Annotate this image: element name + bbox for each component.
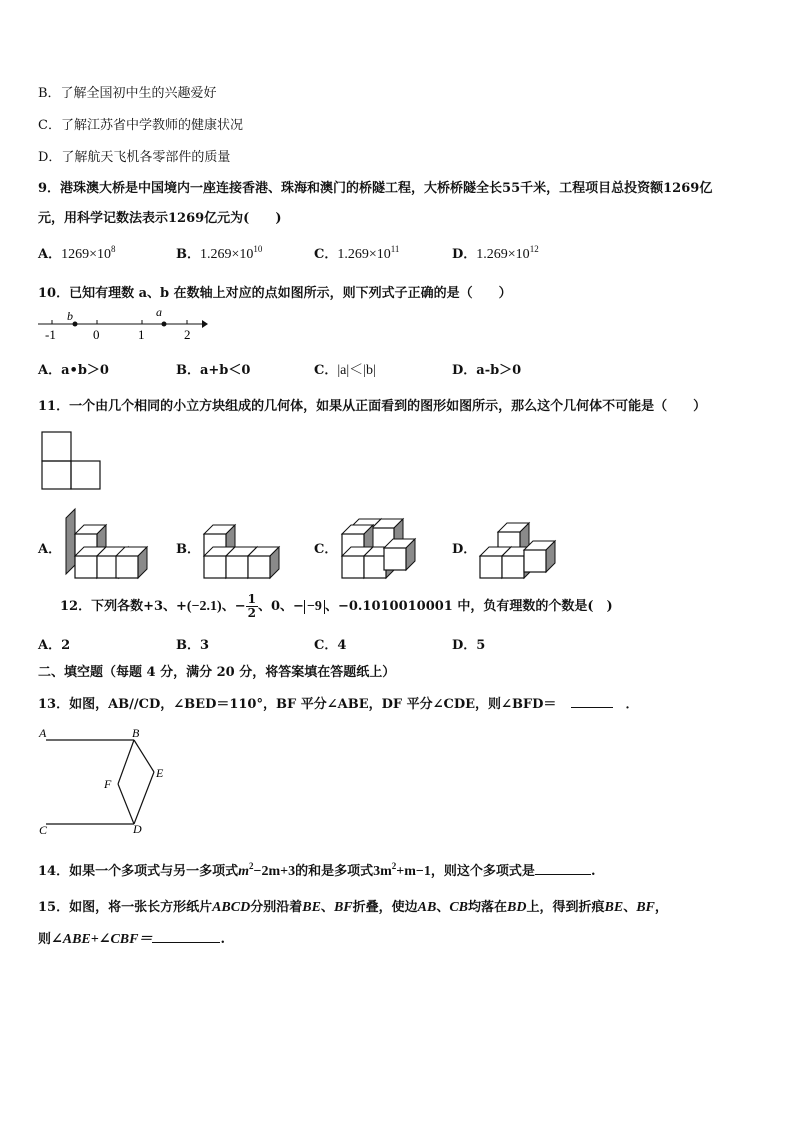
q14-answer-blank[interactable] (535, 862, 591, 875)
q10-option-d: D．a-b＞0 (452, 363, 522, 378)
point-a-label: a (156, 305, 162, 319)
q10-option-a: A．a•b＞0 (38, 363, 109, 378)
cube (248, 547, 279, 578)
q11-option-b-figure (200, 504, 290, 584)
q10-option-b: B．a+b＜0 (176, 363, 251, 378)
q13-answer-blank[interactable] (571, 695, 613, 708)
option-c-survey: C．了解江苏省中学教师的健康状况 (38, 118, 243, 133)
q15-answer-blank[interactable] (152, 930, 220, 943)
fig-label-A: A (39, 726, 47, 740)
q9-option-a: A．$1269\times 10^8$ (38, 244, 116, 262)
q14-stem: 14．如果一个多项式与另一多项式$m^2-2m+3$的和是多项式$3m^2+m-1$，则这个多项式是 . (38, 861, 596, 879)
q12-option-c: C．4 (314, 638, 347, 653)
q11-option-a-figure (62, 504, 142, 584)
cube (524, 541, 555, 572)
q12-stem: 12．下列各数+3、+(−2.1)、− $\frac{1}{2}$ 、0、− −9 、−0.1010010001 中，负有理数的个数是( ) (60, 592, 613, 620)
q10-option-c: C．|a|＜|b| (314, 363, 376, 378)
number-line-figure (36, 306, 216, 342)
tick-label-2: 2 (184, 327, 191, 342)
q12-option-d: D．5 (452, 638, 486, 653)
point-b (73, 322, 78, 327)
fig-label-F: F (104, 777, 112, 791)
q11-stem: 11．一个由几个相同的小立方块组成的几何体，如果从正面看到的图形如图所示，那么这个几何体不可能是（ ） (38, 399, 707, 414)
q10-stem: 10．已知有理数 a、b 在数轴上对应的点如图所示，则下列式子正确的是（ ） (38, 286, 512, 301)
point-b-label: b (67, 309, 73, 323)
fig-label-D: D (133, 822, 142, 836)
option-d-survey: D．了解航天飞机各零部件的质量 (38, 150, 231, 165)
tick-label-neg1: -1 (45, 327, 56, 342)
section-heading-fill-blank: 二、填空题（每题 4 分，满分 20 分，将答案填在答题纸上） (38, 665, 396, 680)
fig-label-E: E (156, 766, 164, 780)
q12-option-a: A．2 (38, 638, 71, 653)
cube-left-face (66, 509, 75, 574)
option-b-survey: B．了解全国初中生的兴趣爱好 (38, 86, 217, 101)
q9-stem-line2: 元，用科学记数法表示1269亿元为( ) (38, 211, 282, 226)
fig-label-B: B (132, 726, 140, 740)
tick-label-1: 1 (138, 327, 145, 342)
point-a (162, 322, 167, 327)
cube (116, 547, 147, 578)
q11-option-c-figure (338, 504, 418, 584)
cube (384, 539, 415, 570)
q15-stem-line1: 15．如图，将一张长方形纸片ABCD分别沿着BE、BF折叠，使边AB、CB均落在BD上，得到折痕BE、BF， (38, 900, 668, 915)
front-view-figure (40, 430, 104, 494)
parallel-lines-figure (36, 726, 176, 836)
q12-frac-num: 1 (247, 592, 256, 607)
q12-frac-den: 2 (247, 606, 256, 620)
q9-option-c: C．$1.269\times 10^{11}$ (314, 244, 400, 262)
q15-stem-line2: 则∠ABE+∠CBF＝ . (38, 932, 226, 947)
fig-label-C: C (39, 823, 48, 837)
q9-stem-line1: 9．港珠澳大桥是中国境内一座连接香港、珠海和澳门的桥隧工程，大桥桥隧全长55千米，工程项目总投资额1269亿 (38, 181, 713, 196)
q9-option-d: D．$1.269\times 10^{12}$ (452, 244, 539, 262)
q13-stem: 13．如图，AB//CD，∠BED＝110°，BF 平分∠ABE，DF 平分∠CDE，则∠BFD＝ ． (38, 697, 639, 712)
q9-option-b: B．$1.269\times 10^{10}$ (176, 244, 263, 262)
q11-option-d-label: D． (452, 542, 477, 557)
q12-option-b: B．3 (176, 638, 210, 653)
q11-option-c-label: C． (314, 542, 338, 557)
q11-option-d-figure (476, 504, 556, 584)
q11-option-b-label: B． (176, 542, 200, 557)
q12-abs: −9 (304, 600, 325, 614)
tick-label-0: 0 (93, 327, 100, 342)
q11-option-a-label: A． (38, 542, 62, 557)
